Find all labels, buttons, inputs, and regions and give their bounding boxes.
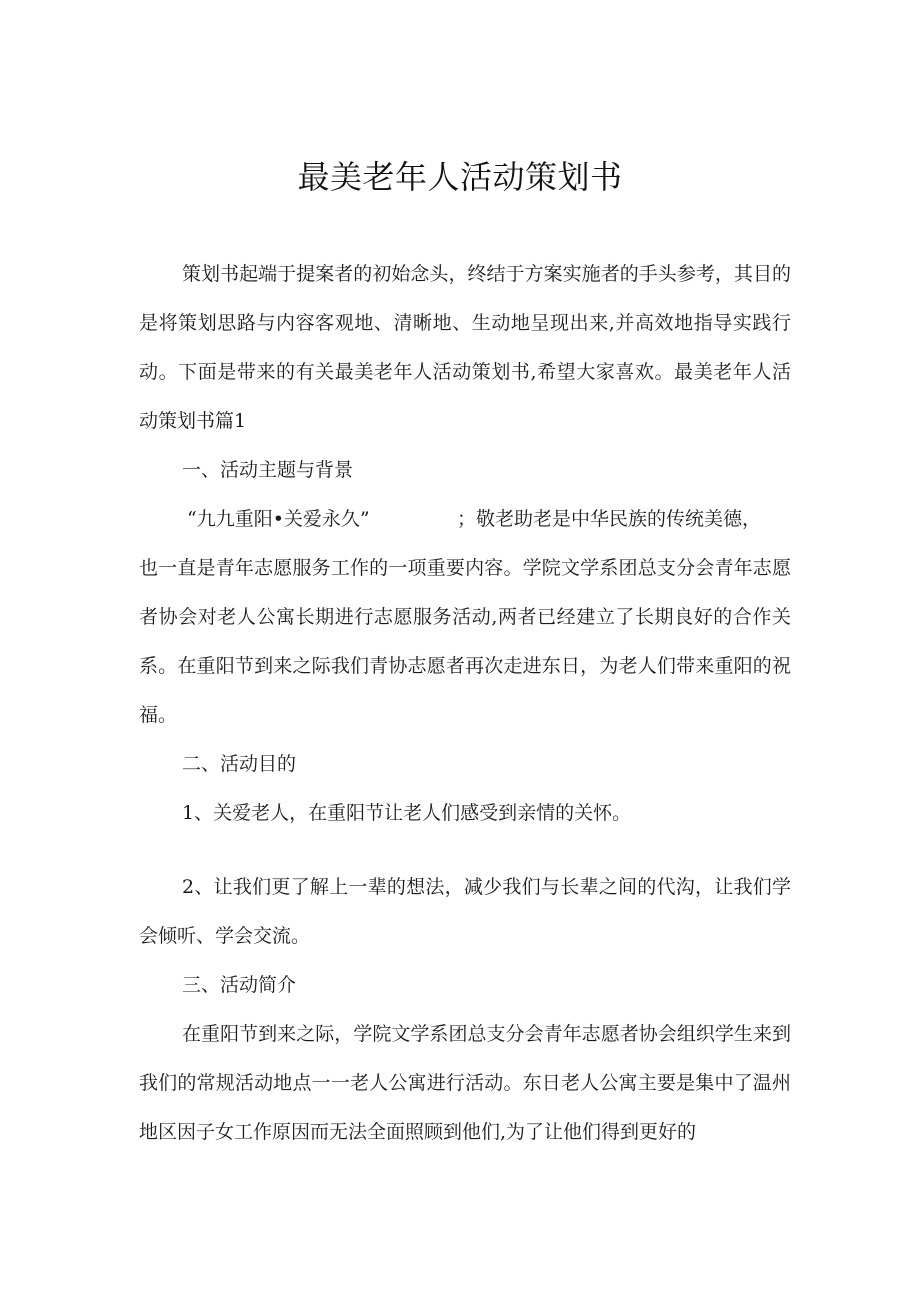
activity-intro-paragraph: 在重阳节到来之际，学院文学系团总支分会青年志愿者协会组织学生来到我们的常规活动地点一一老人公寓进行活动。东日老人公寓主要是集中了温州地区因子女工作原因而无法全面照顾到他们,为了让他们得到更好的 [139, 1023, 791, 1143]
document-title: 最美老年人活动策划书 [297, 158, 623, 196]
intro-paragraph: 策划书起端于提案者的初始念头，终结于方案实施者的手头参考，其目的是将策划思路与内容客观地、清晰地、生动地呈现出来,并高效地指导实践行动。下面是带来的有关最美老年人活动策划书,希望大家喜欢。最美老年人活动策划书篇1 [139, 263, 791, 432]
section-heading-goals: 二、活动目的 [182, 753, 297, 775]
slogan-line [139, 495, 791, 544]
section-heading-intro: 三、活动简介 [182, 974, 297, 996]
slogan-tail-text: ；敬老助老是中华民族的传统美德， [457, 508, 762, 530]
document-body [139, 250, 791, 1157]
theme-paragraph: 也一直是青年志愿服务工作的一项重要内容。学院文学系团总支分会青年志愿者协会对老人公寓长期进行志愿服务活动,两者已经建立了长期良好的合作关系。在重阳节到来之际我们青协志愿者再次走进东日，为老人们带来重阳的祝福。 [139, 557, 791, 726]
section-heading-theme: 一、活动主题与背景 [182, 459, 354, 481]
slogan-text: “九九重阳•关爱永久” [187, 508, 370, 530]
goal-item-1: 1、关爱老人，在重阳节让老人们感受到亲情的关怀。 [182, 802, 632, 824]
goal-item-2: 2、让我们更了解上一辈的想法，减少我们与长辈之间的代沟，让我们学会倾听、学会交流。 [139, 876, 791, 947]
